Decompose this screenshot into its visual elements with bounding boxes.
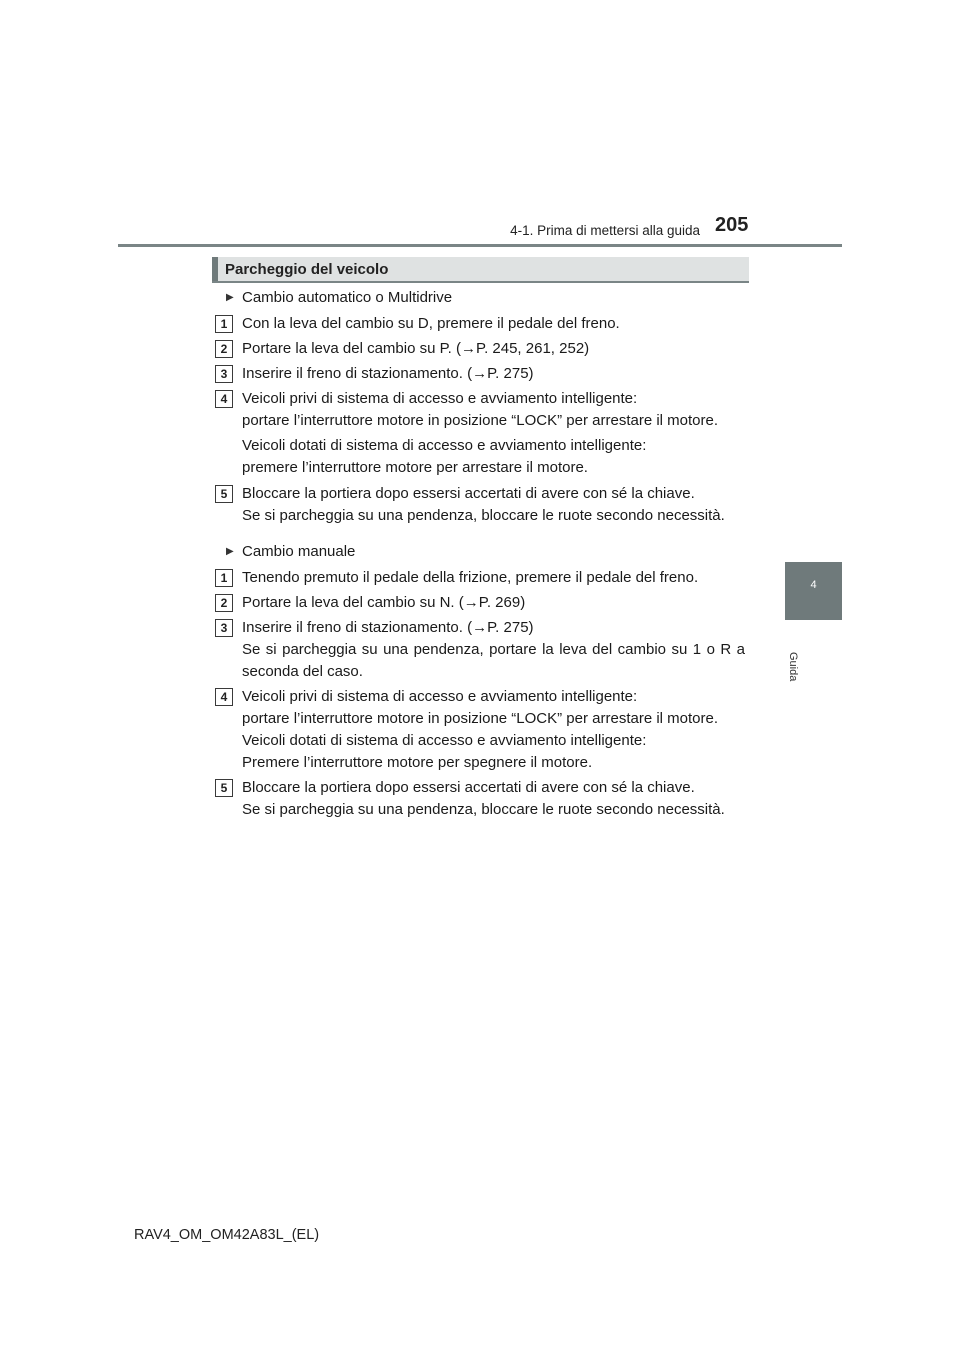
step-text: Se si parcheggia su una pendenza, bloccare le ruote secondo necessità. [242,507,725,524]
subsection-heading-automatic: Cambio automatico o Multidrive [242,289,453,306]
step-number: 2 [215,340,233,358]
step-text: portare l’interruttore motore in posizione “LOCK” per arrestare il motore. [242,412,719,429]
step-number: 3 [215,365,233,383]
step-number: 4 [215,688,233,706]
step-text: Veicoli privi di sistema di accesso e avviamento intelligente: [242,688,638,705]
footer-document-code: RAV4_OM_OM42A83L_(EL) [134,1227,320,1243]
step-text: Bloccare la portiera dopo essersi accertati di avere con sé la chiave. [242,779,695,796]
step-text: Inserire il freno di stazionamento. (→P. 275) [242,619,534,636]
step-text: Veicoli privi di sistema di accesso e avviamento intelligente: [242,390,638,407]
step-text: Con la leva del cambio su D, premere il pedale del freno. [242,315,620,332]
step-number: 5 [215,779,233,797]
step-number: 1 [215,569,233,587]
step-text: Tenendo premuto il pedale della frizione, premere il pedale del freno. [242,569,699,586]
step-text: Bloccare la portiera dopo essersi accertati di avere con sé la chiave. [242,485,695,502]
triangle-bullet-icon: ▶ [226,292,234,303]
triangle-bullet-icon: ▶ [226,546,234,557]
step-text: Se si parcheggia su una pendenza, bloccare le ruote secondo necessità. [242,801,725,818]
step-number: 3 [215,619,233,637]
step-text: Premere l’interruttore motore per spegnere il motore. [242,754,593,771]
chapter-tab [785,562,842,620]
step-text: premere l’interruttore motore per arrestare il motore. [242,459,588,476]
step-number: 5 [215,485,233,503]
step-number: 1 [215,315,233,333]
step-text: seconda del caso. [242,663,363,680]
step-number: 2 [215,594,233,612]
chapter-number: 4 [810,579,817,591]
step-text: Se si parcheggia su una pendenza, portare la leva del cambio su 1 o R a [242,641,745,658]
step-text: Portare la leva del cambio su N. (→P. 269) [242,594,526,611]
chapter-label: Guida [787,652,799,682]
step-text: Veicoli dotati di sistema di accesso e avviamento intelligente: [242,437,647,454]
subsection-heading-manual: Cambio manuale [242,543,356,560]
step-number: 4 [215,390,233,408]
step-text: Veicoli dotati di sistema di accesso e avviamento intelligente: [242,732,647,749]
section-title-accent [212,257,218,281]
step-text: portare l’interruttore motore in posizione “LOCK” per arrestare il motore. [242,710,719,727]
step-text: Inserire il freno di stazionamento. (→P. 275) [242,365,534,382]
page-number: 205 [715,214,749,236]
section-title-bar [212,257,749,283]
step-text: Portare la leva del cambio su P. (→P. 245, 261, 252) [242,340,590,357]
header-divider [118,244,842,247]
header-section-title: 4-1. Prima di mettersi alla guida [510,223,700,238]
section-title: Parcheggio del veicolo [225,261,389,278]
